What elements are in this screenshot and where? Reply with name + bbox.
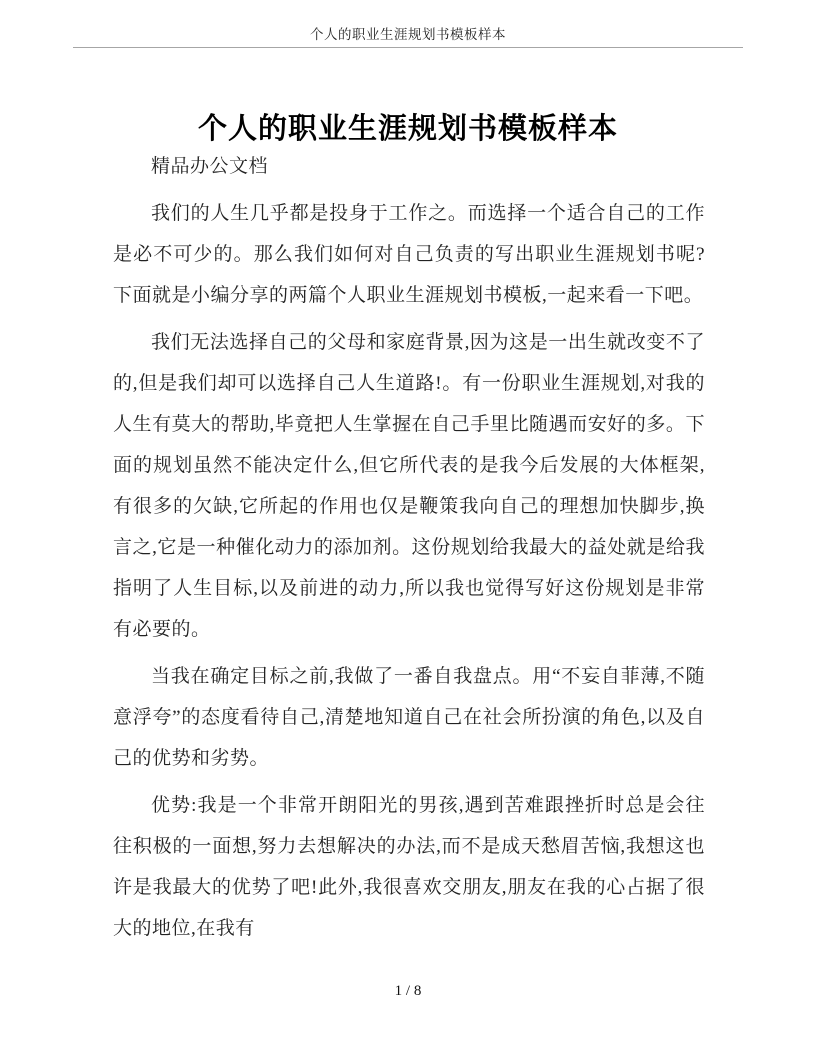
paragraph-tagline: 精品办公文档: [151, 156, 269, 177]
document-body: [113, 146, 705, 955]
paragraph-self-review: 当我在确定目标之前,我做了一番自我盘点。用“不妄自菲薄,不随意浮夸”的态度看待自己,清楚地知道自己在社会所扮演的角色,以及自己的优势和劣势。: [113, 666, 705, 769]
page-header-text: 个人的职业生涯规划书模板样本: [310, 27, 506, 42]
document-title: 个人的职业生涯规划书模板样本: [197, 113, 618, 146]
page-number: 1 / 8: [394, 983, 422, 999]
header-divider: [73, 47, 743, 48]
paragraph-strengths: 优势:我是一个非常开朗阳光的男孩,遇到苦难跟挫折时总是会往往积极的一面想,努力去想解决的办法,而不是成天愁眉苦恼,我想这也许是我最大的优势了吧!此外,我很喜欢交朋友,朋友在我的心占据了很大的地位,在我有: [113, 795, 705, 939]
paragraph-intro: 我们的人生几乎都是投身于工作之。而选择一个适合自己的工作是必不可少的。那么我们如何对自己负责的写出职业生涯规划书呢?下面就是小编分享的两篇个人职业生涯规划书模板,一起来看一下吧。: [113, 203, 705, 306]
paragraph-planning: 我们无法选择自己的父母和家庭背景,因为这是一出生就改变不了的,但是我们却可以选择自己人生道路!。有一份职业生涯规划,对我的人生有莫大的帮助,毕竟把人生掌握在自己手里比随遇而安好的多。下面的规划虽然不能决定什么,但它所代表的是我今后发展的大体框架,有很多的欠缺,它所起的作用也仅是鞭策我向自己的理想加快脚步,换言之,它是一种催化动力的添加剂。这份规划给我最大的益处就是给我指明了人生目标,以及前进的动力,所以我也觉得写好这份规划是非常有必要的。: [113, 332, 705, 640]
